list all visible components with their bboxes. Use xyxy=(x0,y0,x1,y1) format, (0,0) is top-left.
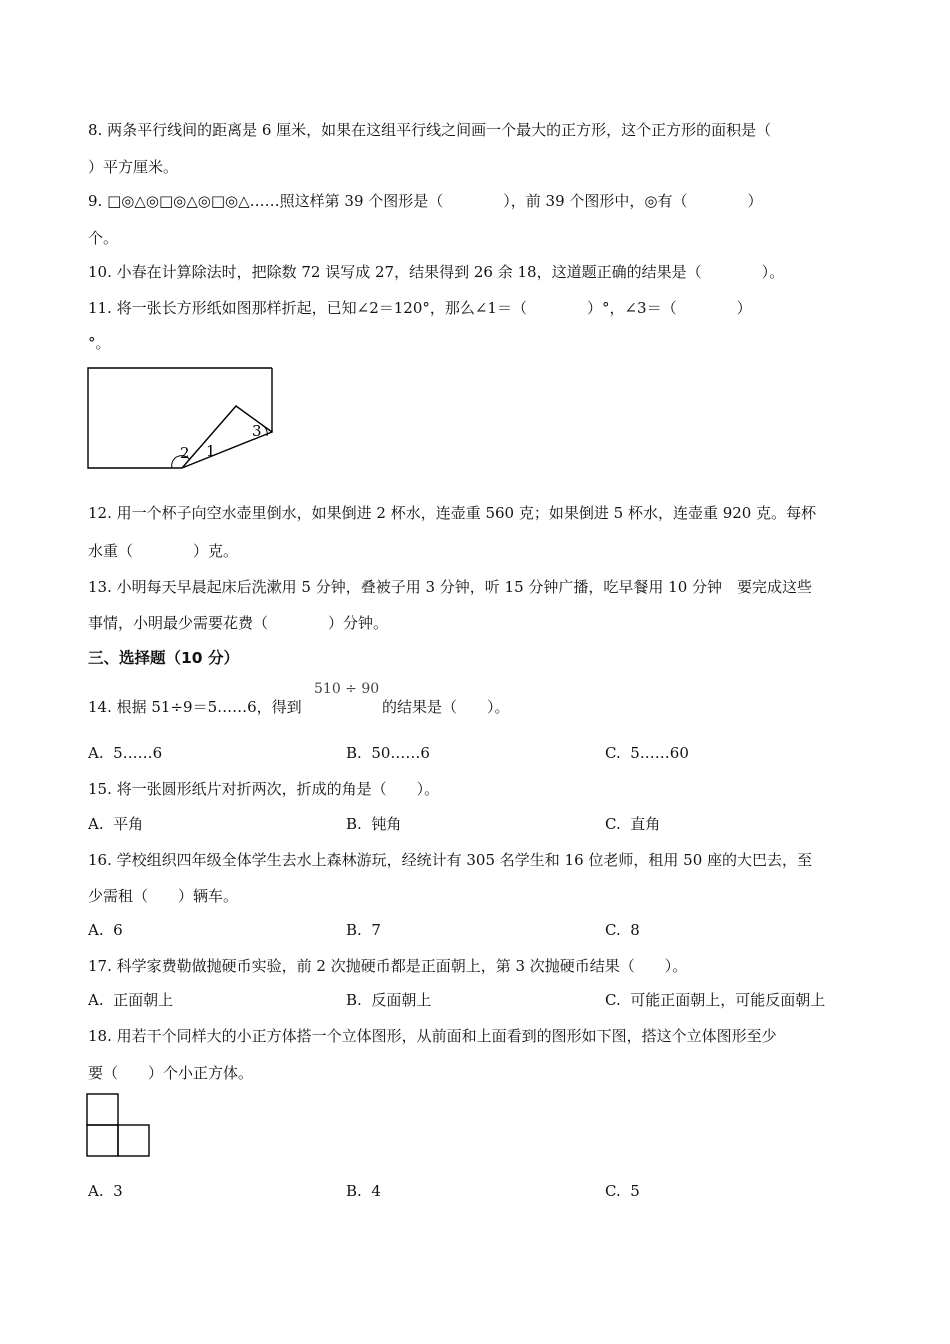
q14-option-b: B. 50……6 xyxy=(346,744,430,762)
q11-line1: 11. 将一张长方形纸如图那样折起，已知∠2＝120°，那么∠1＝（ ）°，∠3＝（ ） xyxy=(88,299,752,317)
q14-prefix: 14. 根据 51÷9＝5……6，得到 xyxy=(88,698,302,716)
folded-paper-figure xyxy=(86,366,278,472)
q15-option-c: C. 直角 xyxy=(605,815,661,833)
q18-option-b: B. 4 xyxy=(346,1182,381,1200)
q16-line2: 少需租（ ）辆车。 xyxy=(88,887,239,905)
q11-line2: °。 xyxy=(88,334,111,352)
cube-view-figure xyxy=(86,1093,152,1159)
q13-line2: 事情，小明最少需要花费（ ）分钟。 xyxy=(88,614,389,632)
square-bottom-left xyxy=(87,1125,118,1156)
angle-2-label: 2 xyxy=(180,444,190,462)
q18-line2: 要（ ）个小正方体。 xyxy=(88,1064,254,1082)
q12-line2: 水重（ ）克。 xyxy=(88,542,239,560)
q16-option-a: A. 6 xyxy=(88,921,123,939)
q9-line2: 个。 xyxy=(88,229,119,247)
q10-line1: 10. 小春在计算除法时，把除数 72 误写成 27，结果得到 26 余 18，这道题正确的结果是（ ）。 xyxy=(88,263,785,281)
q16-option-b: B. 7 xyxy=(346,921,381,939)
q15-option-a: A. 平角 xyxy=(88,815,144,833)
q18-option-a: A. 3 xyxy=(88,1182,123,1200)
q12-line1: 12. 用一个杯子向空水壶里倒水，如果倒进 2 杯水，连壶重 560 克；如果倒进 5 杯水，连壶重 920 克。每杯 xyxy=(88,504,817,522)
q17-option-a: A. 正面朝上 xyxy=(88,991,174,1009)
q17-option-b: B. 反面朝上 xyxy=(346,991,432,1009)
q16-option-c: C. 8 xyxy=(605,921,640,939)
q17-option-c: C. 可能正面朝上，可能反面朝上 xyxy=(605,991,826,1009)
q8-line2: ）平方厘米。 xyxy=(88,158,179,176)
square-top xyxy=(87,1094,118,1125)
q13-line1: 13. 小明每天早晨起床后洗漱用 5 分钟，叠被子用 3 分钟，听 15 分钟广播，吃早餐用 10 分钟 要完成这些 xyxy=(88,578,813,596)
q15-option-b: B. 钝角 xyxy=(346,815,402,833)
angle-1-label: 1 xyxy=(206,442,216,460)
q18-option-c: C. 5 xyxy=(605,1182,640,1200)
q14-option-c: C. 5……60 xyxy=(605,744,689,762)
section-title: 三、选择题（10 分） xyxy=(88,649,239,667)
q18-line1: 18. 用若干个同样大的小正方体搭一个立体图形，从前面和上面看到的图形如下图，搭这个立体图形至少 xyxy=(88,1027,777,1045)
q8-line1: 8. 两条平行线间的距离是 6 厘米，如果在这组平行线之间画一个最大的正方形，这个正方形的面积是（ xyxy=(88,121,772,139)
q14-option-a: A. 5……6 xyxy=(88,744,163,762)
q14-expression: 510 ÷ 90 xyxy=(314,681,380,697)
square-bottom-right xyxy=(118,1125,149,1156)
angle-3-label: 3 xyxy=(252,422,262,440)
q16-line1: 16. 学校组织四年级全体学生去水上森林游玩，经统计有 305 名学生和 16 位老师，租用 50 座的大巴去，至 xyxy=(88,851,813,869)
q15-line1: 15. 将一张圆形纸片对折两次，折成的角是（ ）。 xyxy=(88,780,440,798)
q14-suffix: 的结果是（ ）。 xyxy=(382,698,510,716)
q17-line1: 17. 科学家费勒做抛硬币实验，前 2 次抛硬币都是正面朝上，第 3 次抛硬币结果（ ）。 xyxy=(88,957,688,975)
q9-line1: 9. □◎△◎□◎△◎□◎△……照这样第 39 个图形是（ ），前 39 个图形中，◎有（ ） xyxy=(88,192,763,210)
